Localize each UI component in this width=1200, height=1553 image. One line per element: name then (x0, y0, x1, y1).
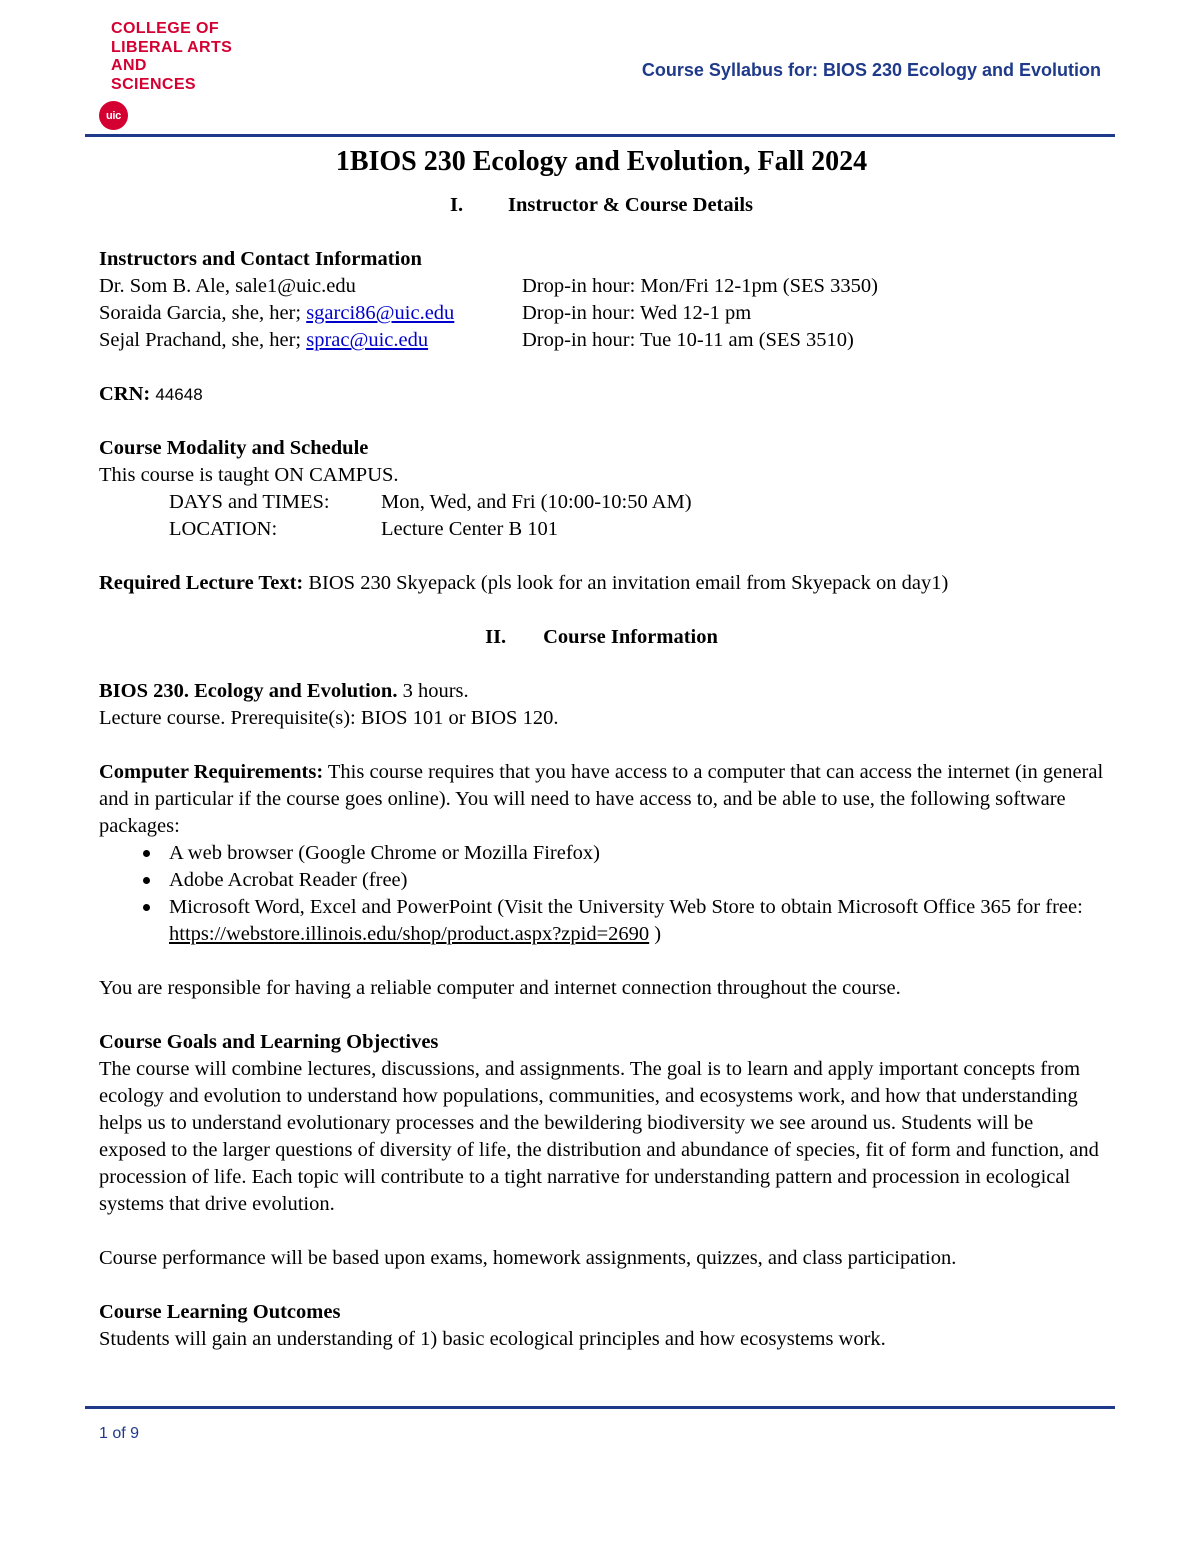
schedule-label: DAYS and TIMES: (169, 491, 330, 513)
document-title: 1BIOS 230 Ecology and Evolution, Fall 2024 (335, 146, 868, 177)
modality-heading: Course Modality and Schedule (99, 437, 369, 459)
email-link[interactable]: sprac@uic.edu (306, 329, 429, 351)
footer-divider (85, 1406, 1115, 1409)
performance-paragraph: Course performance will be based upon exams, homework assignments, quizzes, and class participation. (99, 1247, 957, 1269)
course-name: BIOS 230. Ecology and Evolution. (99, 680, 398, 702)
computer-requirements-text: This course requires that you have access to a computer that can access the internet (in general and in particular if the course goes online). You will need to have access to, and be able to use, the following software packages: (99, 761, 1104, 837)
instructor-name-cell (99, 300, 522, 327)
logo-line: COLLEGE OF (111, 20, 219, 37)
instructor-hours: Drop-in hour: Tue 10-11 am (SES 3510) (522, 329, 854, 351)
instructor-name: Sejal Prachand, she, her; (99, 329, 307, 351)
running-header: Course Syllabus for: BIOS 230 Ecology and Evolution (641, 60, 1101, 80)
crn-line (99, 381, 1104, 408)
logo-line: AND (111, 57, 147, 74)
logo-line: SCIENCES (111, 75, 196, 93)
software-list (99, 840, 1104, 948)
schedule-row (99, 489, 1104, 516)
instructor-name: Soraida Garcia, she, her; (99, 302, 307, 324)
instructor-row (99, 273, 1104, 300)
instructor-hours: Drop-in hour: Mon/Fri 12-1pm (SES 3350) (522, 275, 878, 297)
page-number: 1 of 9 (99, 1425, 140, 1442)
email-link[interactable]: sgarci86@uic.edu (306, 302, 455, 324)
computer-requirements-label: Computer Requirements: (99, 761, 324, 783)
document-body (99, 140, 1104, 1353)
course-hours: 3 hours. (397, 680, 469, 702)
goals-paragraph: The course will combine lectures, discussions, and assignments. The goal is to learn and apply important concepts from ecology and evolution to understand how populations, communities, and ecosystems work, and how that understanding helps us to understand evolutionary processes and the bewildering biodiversity we see around us. Students will be exposed to the larger questions of diversity of life, the distribution and abundance of species, fit of form and function, and procession of life. Each topic will contribute to a tight narrative for understanding pattern and procession in ecological systems that drive evolution. (99, 1058, 1099, 1215)
section-title: Course Information (543, 626, 718, 648)
instructor-name-cell (99, 327, 522, 354)
computer-requirements (99, 759, 1104, 840)
section-number: II. (485, 626, 507, 648)
list-item-text: Microsoft Word, Excel and PowerPoint (Visit the University Web Store to obtain Microsoft Office 365 for free: (169, 896, 1083, 918)
header-divider (85, 134, 1115, 137)
crn-value: 44648 (155, 385, 203, 404)
schedule-value: Mon, Wed, and Fri (10:00-10:50 AM) (381, 491, 692, 513)
list-item (169, 894, 1104, 948)
crn-label: CRN: (99, 383, 151, 405)
prerequisites: Lecture course. Prerequisite(s): BIOS 101 or BIOS 120. (99, 707, 559, 729)
instructor-row (99, 300, 1104, 327)
list-item: Adobe Acrobat Reader (free) (169, 867, 1104, 894)
uic-logo-icon: uic (99, 101, 128, 130)
instructors-heading: Instructors and Contact Information (99, 248, 422, 270)
outcomes-text: Students will gain an understanding of 1) basic ecological principles and how ecosystems work. (99, 1328, 886, 1350)
list-item: A web browser (Google Chrome or Mozilla Firefox) (169, 840, 1104, 867)
location-value: Lecture Center B 101 (381, 518, 559, 540)
instructor-hours: Drop-in hour: Wed 12-1 pm (522, 302, 752, 324)
section-title: Instructor & Course Details (507, 194, 754, 216)
goals-heading: Course Goals and Learning Objectives (99, 1031, 439, 1053)
section-heading (99, 192, 1104, 219)
instructor-name: Dr. Som B. Ale, sale1@uic.edu (99, 275, 356, 297)
list-item-end: ) (649, 923, 662, 945)
logo-line: LIBERAL ARTS (111, 38, 233, 56)
responsibility-text: You are responsible for having a reliable computer and internet connection throughout the course. (99, 977, 901, 999)
course-name-line (99, 678, 1104, 705)
required-text-label: Required Lecture Text: (99, 572, 304, 594)
location-row (99, 516, 1104, 543)
required-text-line (99, 570, 1104, 597)
modality-text: This course is taught ON CAMPUS. (99, 464, 399, 486)
instructor-row (99, 327, 1104, 354)
section-number: I. (449, 194, 464, 216)
section-heading (99, 624, 1104, 651)
required-text-value: BIOS 230 Skyepack (pls look for an invitation email from Skyepack on day1) (303, 572, 949, 594)
college-logo (111, 20, 232, 94)
outcomes-heading: Course Learning Outcomes (99, 1301, 341, 1323)
webstore-link[interactable]: https://webstore.illinois.edu/shop/product.aspx?zpid=2690 (169, 923, 650, 945)
location-label: LOCATION: (169, 518, 278, 540)
